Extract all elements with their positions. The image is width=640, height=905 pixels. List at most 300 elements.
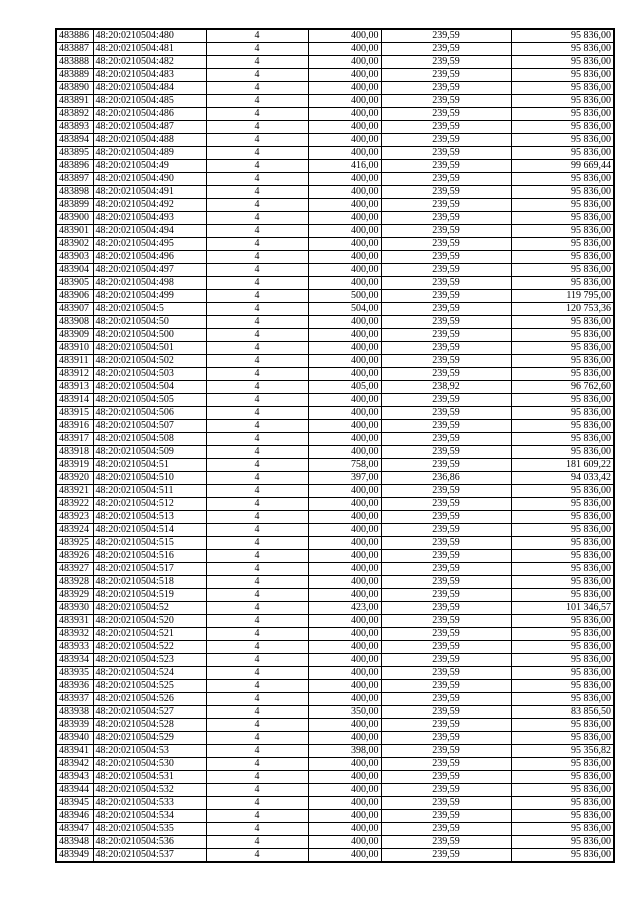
cadastral-value-cell: 95 836,00 [511,563,614,576]
area-cell: 400,00 [308,264,381,277]
cadastral-value-cell: 95 836,00 [511,277,614,290]
row-number-cell: 483940 [56,732,93,745]
cadastral-value-cell: 95 836,00 [511,524,614,537]
table-row [56,29,614,43]
row-number-cell: 483916 [56,420,93,433]
cadastral-number-cell: 48:20:0210504:497 [93,264,206,277]
cadastral-number-cell: 48:20:0210504:481 [93,43,206,56]
specific-value-cell: 239,59 [381,173,511,186]
specific-value-cell: 239,59 [381,342,511,355]
row-number-cell: 483946 [56,810,93,823]
cadastral-value-cell: 95 836,00 [511,550,614,563]
cadastral-value-cell: 95 836,00 [511,485,614,498]
group-cell: 4 [206,69,308,82]
table-row [56,797,614,810]
cadastral-number-cell: 48:20:0210504:513 [93,511,206,524]
group-cell: 4 [206,810,308,823]
area-cell: 400,00 [308,29,381,43]
specific-value-cell: 239,59 [381,147,511,160]
table-body [56,29,614,862]
specific-value-cell: 239,59 [381,29,511,43]
group-cell: 4 [206,641,308,654]
table-row [56,511,614,524]
table-row [56,602,614,615]
specific-value-cell: 239,59 [381,745,511,758]
area-cell: 400,00 [308,186,381,199]
group-cell: 4 [206,511,308,524]
group-cell: 4 [206,303,308,316]
specific-value-cell: 239,59 [381,771,511,784]
cadastral-value-cell: 95 836,00 [511,394,614,407]
group-cell: 4 [206,693,308,706]
cadastral-value-cell: 95 836,00 [511,823,614,836]
specific-value-cell: 239,59 [381,706,511,719]
cadastral-number-cell: 48:20:0210504:492 [93,199,206,212]
cadastral-number-cell: 48:20:0210504:512 [93,498,206,511]
cadastral-number-cell: 48:20:0210504:508 [93,433,206,446]
table-row [56,173,614,186]
group-cell: 4 [206,316,308,329]
table-row [56,186,614,199]
specific-value-cell: 239,59 [381,394,511,407]
area-cell: 400,00 [308,355,381,368]
cadastral-value-cell: 95 836,00 [511,641,614,654]
area-cell: 400,00 [308,108,381,121]
cadastral-number-cell: 48:20:0210504:485 [93,95,206,108]
row-number-cell: 483909 [56,329,93,342]
cadastral-value-cell: 95 836,00 [511,810,614,823]
row-number-cell: 483889 [56,69,93,82]
group-cell: 4 [206,355,308,368]
cadastral-number-cell: 48:20:0210504:528 [93,719,206,732]
cadastral-number-cell: 48:20:0210504:499 [93,290,206,303]
area-cell: 400,00 [308,576,381,589]
specific-value-cell: 239,59 [381,758,511,771]
cadastral-value-cell: 83 856,50 [511,706,614,719]
row-number-cell: 483927 [56,563,93,576]
cadastral-number-cell: 48:20:0210504:531 [93,771,206,784]
cadastral-number-cell: 48:20:0210504:517 [93,563,206,576]
group-cell: 4 [206,212,308,225]
group-cell: 4 [206,121,308,134]
cadastral-value-cell: 95 836,00 [511,95,614,108]
group-cell: 4 [206,628,308,641]
cadastral-number-cell: 48:20:0210504:530 [93,758,206,771]
area-cell: 400,00 [308,823,381,836]
table-row [56,641,614,654]
specific-value-cell: 239,59 [381,485,511,498]
group-cell: 4 [206,225,308,238]
cadastral-number-cell: 48:20:0210504:501 [93,342,206,355]
group-cell: 4 [206,368,308,381]
cadastral-number-cell: 48:20:0210504:486 [93,108,206,121]
specific-value-cell: 239,59 [381,563,511,576]
table-row [56,706,614,719]
cadastral-number-cell: 48:20:0210504:51 [93,459,206,472]
cadastral-number-cell: 48:20:0210504:518 [93,576,206,589]
cadastral-value-cell: 95 836,00 [511,693,614,706]
specific-value-cell: 239,59 [381,303,511,316]
row-number-cell: 483887 [56,43,93,56]
specific-value-cell: 239,59 [381,602,511,615]
specific-value-cell: 239,59 [381,693,511,706]
row-number-cell: 483944 [56,784,93,797]
group-cell: 4 [206,199,308,212]
row-number-cell: 483938 [56,706,93,719]
row-number-cell: 483890 [56,82,93,95]
row-number-cell: 483904 [56,264,93,277]
row-number-cell: 483923 [56,511,93,524]
table-row [56,537,614,550]
row-number-cell: 483915 [56,407,93,420]
cadastral-number-cell: 48:20:0210504:488 [93,134,206,147]
group-cell: 4 [206,654,308,667]
table-row [56,745,614,758]
group-cell: 4 [206,589,308,602]
row-number-cell: 483945 [56,797,93,810]
cadastral-number-cell: 48:20:0210504:516 [93,550,206,563]
cadastral-number-cell: 48:20:0210504:49 [93,160,206,173]
cadastral-value-cell: 95 836,00 [511,108,614,121]
cadastral-number-cell: 48:20:0210504:503 [93,368,206,381]
area-cell: 400,00 [308,316,381,329]
row-number-cell: 483914 [56,394,93,407]
table-row [56,95,614,108]
cadastral-value-cell: 95 836,00 [511,576,614,589]
cadastral-number-cell: 48:20:0210504:511 [93,485,206,498]
specific-value-cell: 239,59 [381,251,511,264]
row-number-cell: 483900 [56,212,93,225]
table-row [56,628,614,641]
specific-value-cell: 239,59 [381,95,511,108]
specific-value-cell: 238,92 [381,381,511,394]
area-cell: 400,00 [308,563,381,576]
row-number-cell: 483908 [56,316,93,329]
cadastral-number-cell: 48:20:0210504:482 [93,56,206,69]
area-cell: 400,00 [308,277,381,290]
cadastral-value-cell: 95 836,00 [511,69,614,82]
group-cell: 4 [206,264,308,277]
cadastral-number-cell: 48:20:0210504:533 [93,797,206,810]
cadastral-number-cell: 48:20:0210504:527 [93,706,206,719]
cadastral-value-cell: 95 836,00 [511,732,614,745]
specific-value-cell: 239,59 [381,199,511,212]
area-cell: 400,00 [308,641,381,654]
cadastral-value-cell: 95 836,00 [511,537,614,550]
table-row [56,849,614,863]
specific-value-cell: 236,86 [381,472,511,485]
cadastral-number-cell: 48:20:0210504:537 [93,849,206,863]
specific-value-cell: 239,59 [381,550,511,563]
row-number-cell: 483937 [56,693,93,706]
row-number-cell: 483886 [56,29,93,43]
area-cell: 504,00 [308,303,381,316]
specific-value-cell: 239,59 [381,212,511,225]
group-cell: 4 [206,407,308,420]
area-cell: 400,00 [308,693,381,706]
specific-value-cell: 239,59 [381,836,511,849]
area-cell: 400,00 [308,615,381,628]
area-cell: 400,00 [308,212,381,225]
cadastral-value-cell: 95 836,00 [511,589,614,602]
cadastral-number-cell: 48:20:0210504:494 [93,225,206,238]
table-row [56,394,614,407]
row-number-cell: 483907 [56,303,93,316]
row-number-cell: 483928 [56,576,93,589]
specific-value-cell: 239,59 [381,719,511,732]
specific-value-cell: 239,59 [381,446,511,459]
area-cell: 400,00 [308,524,381,537]
table-row [56,407,614,420]
specific-value-cell: 239,59 [381,732,511,745]
cadastral-value-cell: 95 836,00 [511,758,614,771]
row-number-cell: 483920 [56,472,93,485]
group-cell: 4 [206,186,308,199]
area-cell: 400,00 [308,251,381,264]
group-cell: 4 [206,615,308,628]
row-number-cell: 483933 [56,641,93,654]
area-cell: 400,00 [308,394,381,407]
area-cell: 400,00 [308,134,381,147]
cadastral-number-cell: 48:20:0210504:491 [93,186,206,199]
group-cell: 4 [206,342,308,355]
cadastral-value-cell: 95 836,00 [511,446,614,459]
row-number-cell: 483891 [56,95,93,108]
area-cell: 400,00 [308,628,381,641]
cadastral-value-cell: 95 836,00 [511,498,614,511]
group-cell: 4 [206,173,308,186]
cadastral-number-cell: 48:20:0210504:514 [93,524,206,537]
area-cell: 400,00 [308,43,381,56]
row-number-cell: 483911 [56,355,93,368]
group-cell: 4 [206,732,308,745]
group-cell: 4 [206,459,308,472]
cadastral-number-cell: 48:20:0210504:534 [93,810,206,823]
row-number-cell: 483897 [56,173,93,186]
cadastral-value-cell: 101 346,57 [511,602,614,615]
area-cell: 397,00 [308,472,381,485]
area-cell: 400,00 [308,771,381,784]
specific-value-cell: 239,59 [381,576,511,589]
table-row [56,342,614,355]
row-number-cell: 483892 [56,108,93,121]
table-row [56,355,614,368]
area-cell: 400,00 [308,589,381,602]
specific-value-cell: 239,59 [381,667,511,680]
area-cell: 400,00 [308,511,381,524]
group-cell: 4 [206,784,308,797]
row-number-cell: 483912 [56,368,93,381]
cadastral-number-cell: 48:20:0210504:535 [93,823,206,836]
group-cell: 4 [206,602,308,615]
cadastral-value-cell: 181 609,22 [511,459,614,472]
group-cell: 4 [206,29,308,43]
cadastral-number-cell: 48:20:0210504:509 [93,446,206,459]
table-row [56,524,614,537]
row-number-cell: 483942 [56,758,93,771]
row-number-cell: 483926 [56,550,93,563]
group-cell: 4 [206,290,308,303]
row-number-cell: 483906 [56,290,93,303]
row-number-cell: 483924 [56,524,93,537]
row-number-cell: 483932 [56,628,93,641]
table-row [56,498,614,511]
specific-value-cell: 239,59 [381,121,511,134]
area-cell: 400,00 [308,849,381,863]
specific-value-cell: 239,59 [381,69,511,82]
area-cell: 400,00 [308,56,381,69]
cadastral-number-cell: 48:20:0210504:506 [93,407,206,420]
row-number-cell: 483903 [56,251,93,264]
area-cell: 400,00 [308,732,381,745]
table-row [56,485,614,498]
area-cell: 350,00 [308,706,381,719]
group-cell: 4 [206,771,308,784]
cadastral-value-cell: 95 836,00 [511,420,614,433]
area-cell: 758,00 [308,459,381,472]
group-cell: 4 [206,420,308,433]
row-number-cell: 483936 [56,680,93,693]
table-row [56,368,614,381]
group-cell: 4 [206,719,308,732]
cadastral-value-cell: 119 795,00 [511,290,614,303]
cadastral-value-cell: 95 836,00 [511,329,614,342]
row-number-cell: 483917 [56,433,93,446]
table-row [56,433,614,446]
cadastral-value-cell: 95 836,00 [511,719,614,732]
table-row [56,134,614,147]
row-number-cell: 483943 [56,771,93,784]
cadastral-value-cell: 95 836,00 [511,797,614,810]
area-cell: 423,00 [308,602,381,615]
cadastral-value-table [55,28,615,863]
cadastral-number-cell: 48:20:0210504:52 [93,602,206,615]
cadastral-number-cell: 48:20:0210504:496 [93,251,206,264]
row-number-cell: 483888 [56,56,93,69]
table-row [56,264,614,277]
cadastral-number-cell: 48:20:0210504:515 [93,537,206,550]
table-row [56,446,614,459]
specific-value-cell: 239,59 [381,537,511,550]
table-row [56,667,614,680]
table-row [56,303,614,316]
cadastral-number-cell: 48:20:0210504:532 [93,784,206,797]
row-number-cell: 483925 [56,537,93,550]
group-cell: 4 [206,251,308,264]
row-number-cell: 483895 [56,147,93,160]
group-cell: 4 [206,706,308,719]
row-number-cell: 483930 [56,602,93,615]
area-cell: 400,00 [308,147,381,160]
cadastral-number-cell: 48:20:0210504:50 [93,316,206,329]
cadastral-value-cell: 95 836,00 [511,771,614,784]
specific-value-cell: 239,59 [381,225,511,238]
document-page [55,28,613,863]
cadastral-value-cell: 95 836,00 [511,511,614,524]
cadastral-value-cell: 95 836,00 [511,368,614,381]
specific-value-cell: 239,59 [381,290,511,303]
cadastral-value-cell: 95 836,00 [511,407,614,420]
area-cell: 400,00 [308,446,381,459]
area-cell: 400,00 [308,342,381,355]
specific-value-cell: 239,59 [381,511,511,524]
specific-value-cell: 239,59 [381,498,511,511]
group-cell: 4 [206,472,308,485]
cadastral-value-cell: 95 836,00 [511,212,614,225]
area-cell: 400,00 [308,173,381,186]
area-cell: 400,00 [308,550,381,563]
cadastral-number-cell: 48:20:0210504:490 [93,173,206,186]
group-cell: 4 [206,524,308,537]
group-cell: 4 [206,485,308,498]
group-cell: 4 [206,56,308,69]
table-row [56,654,614,667]
cadastral-value-cell: 94 033,42 [511,472,614,485]
area-cell: 400,00 [308,758,381,771]
cadastral-value-cell: 95 836,00 [511,121,614,134]
row-number-cell: 483905 [56,277,93,290]
cadastral-value-cell: 95 836,00 [511,836,614,849]
cadastral-number-cell: 48:20:0210504:523 [93,654,206,667]
cadastral-value-cell: 95 356,82 [511,745,614,758]
specific-value-cell: 239,59 [381,628,511,641]
cadastral-number-cell: 48:20:0210504:487 [93,121,206,134]
area-cell: 400,00 [308,719,381,732]
group-cell: 4 [206,160,308,173]
cadastral-number-cell: 48:20:0210504:495 [93,238,206,251]
cadastral-value-cell: 95 836,00 [511,29,614,43]
cadastral-value-cell: 95 836,00 [511,615,614,628]
table-row [56,381,614,394]
group-cell: 4 [206,667,308,680]
table-row [56,784,614,797]
cadastral-number-cell: 48:20:0210504:510 [93,472,206,485]
cadastral-value-cell: 95 836,00 [511,654,614,667]
row-number-cell: 483894 [56,134,93,147]
group-cell: 4 [206,95,308,108]
area-cell: 400,00 [308,199,381,212]
row-number-cell: 483922 [56,498,93,511]
row-number-cell: 483941 [56,745,93,758]
row-number-cell: 483939 [56,719,93,732]
cadastral-number-cell: 48:20:0210504:483 [93,69,206,82]
specific-value-cell: 239,59 [381,277,511,290]
specific-value-cell: 239,59 [381,368,511,381]
table-row [56,823,614,836]
area-cell: 398,00 [308,745,381,758]
table-row [56,56,614,69]
group-cell: 4 [206,277,308,290]
group-cell: 4 [206,836,308,849]
area-cell: 416,00 [308,160,381,173]
group-cell: 4 [206,82,308,95]
area-cell: 400,00 [308,329,381,342]
specific-value-cell: 239,59 [381,355,511,368]
cadastral-number-cell: 48:20:0210504:507 [93,420,206,433]
cadastral-number-cell: 48:20:0210504:522 [93,641,206,654]
cadastral-number-cell: 48:20:0210504:5 [93,303,206,316]
area-cell: 400,00 [308,485,381,498]
specific-value-cell: 239,59 [381,823,511,836]
area-cell: 500,00 [308,290,381,303]
cadastral-value-cell: 99 669,44 [511,160,614,173]
area-cell: 400,00 [308,667,381,680]
cadastral-number-cell: 48:20:0210504:520 [93,615,206,628]
row-number-cell: 483898 [56,186,93,199]
group-cell: 4 [206,238,308,251]
cadastral-value-cell: 95 836,00 [511,225,614,238]
specific-value-cell: 239,59 [381,589,511,602]
